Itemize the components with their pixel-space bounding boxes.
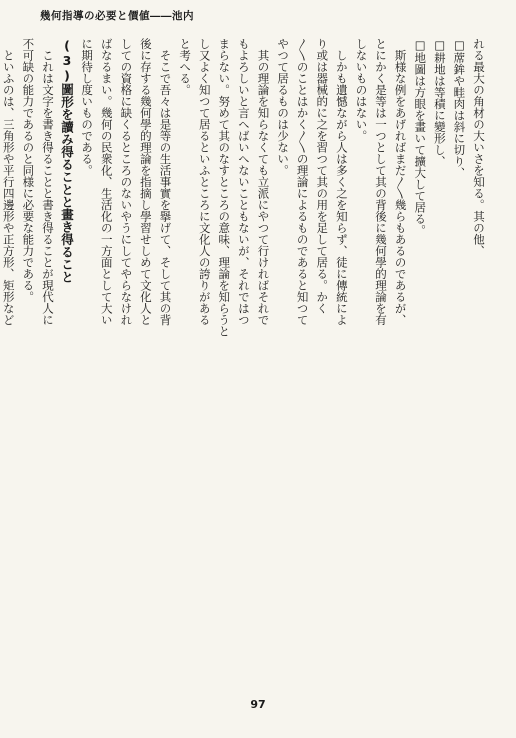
running-header: 幾何指導の必要と價値――池内 [40,10,194,22]
text-line: □地圖は方眼を畫いて擴大して居る。 [413,38,428,236]
text-line: 不可缺の能力であるのと同様に必要な能力である。 [21,38,36,303]
text-line: しての資格に缺くるところのないやうにしてやらなけれ [119,38,134,326]
text-line: と考へる。 [178,38,193,96]
text-line: 斯様な例をあげればまだ〳〵幾らもあるのであるが、 [393,38,408,326]
text-line: に期待し度いものである。 [80,38,95,176]
text-line: し又よく知つて居るといふところに文化人の誇りがある [197,38,212,326]
text-line: やつて居るものは少ない。 [276,38,291,176]
text-line: り或は器械的に之を習つて其の用を足して居る。かく [315,38,330,314]
text-line: □耕地は等積に變形し、 [432,38,447,167]
text-line: しないものはない。 [354,38,369,142]
text-line: まらない。努めて其のなすところの意味、理論を知らうと [217,38,232,337]
text-line: 其の理論を知らなくても立派にやつて行ければそれで [256,38,271,326]
text-line: □蓆鉾や畦肉は斜に切り、 [452,38,467,179]
section-heading: (3)圖形を讀み得ることと畫き得ること [59,38,75,283]
page-number: 97 [250,698,266,711]
text-line: これは文字を書き得ることと書き得ることが現代人に [40,38,55,326]
text-line: 〳〵のことはかく〳〵の理論によるものであると知つて [295,38,310,326]
text-line: しかも遺憾ながら人は多く之を知らず、徒に傳統によ [334,38,349,326]
text-line: 後に存する幾何學的理論を指摘し學習せしめて文化人と [138,38,153,326]
body-text [1,38,488,638]
text-line: もよろしいと言へばいへないこともないが、それではつ [236,38,251,326]
text-line: とにかく是等は一つとして其の背後に幾何學的理論を有 [374,38,389,326]
text-line: れる最大の角材の大いさを知る。其の他、 [472,38,486,257]
text-line: ばなるまい。幾何の民衆化、生活化の一方面として大い [99,38,114,326]
text-line: といふのは、三角形や平行四邊形や正方形、矩形など [1,38,16,326]
text-line: そこで吾々は是等の生活事實を擧げて、そして其の背 [158,38,173,326]
